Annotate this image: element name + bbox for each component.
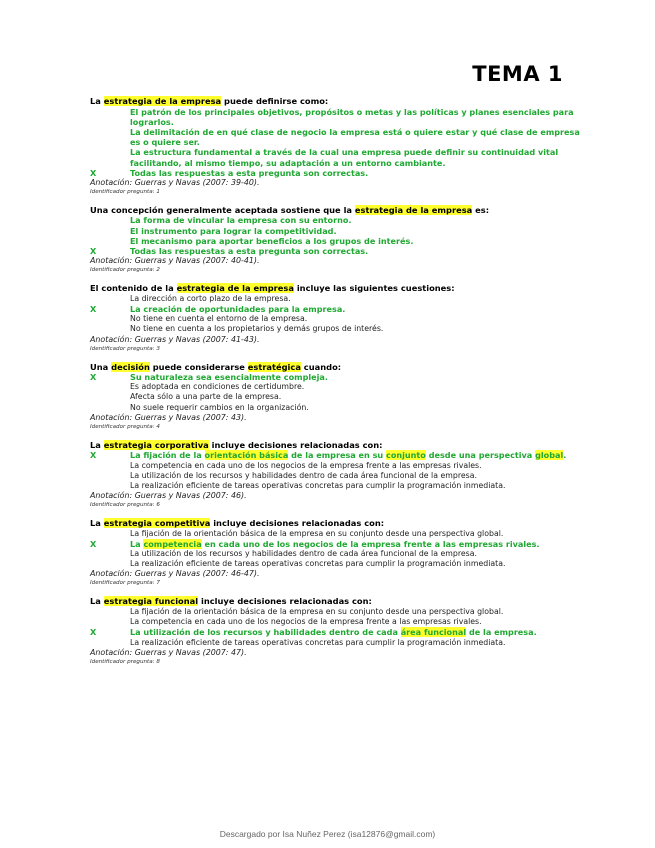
answer-option bbox=[90, 481, 580, 491]
stem-text: incluye decisiones relacionadas con: bbox=[210, 518, 385, 529]
question-block bbox=[90, 518, 580, 587]
correct-answer-option bbox=[90, 539, 580, 549]
annotation-label: Anotación: bbox=[90, 647, 135, 657]
correct-answer-option bbox=[90, 246, 580, 256]
highlighted-term: decisión bbox=[111, 361, 150, 372]
option-text: No suele requerir cambios en la organización. bbox=[130, 402, 309, 412]
question-block bbox=[90, 440, 580, 509]
identifier-label: Identificador pregunta: bbox=[90, 267, 157, 274]
option-text: La utilización de los recursos y habilidades dentro de cada bbox=[130, 627, 401, 638]
annotation-source: Guerras y Navas (2007: 46). bbox=[134, 491, 247, 501]
question-identifier bbox=[90, 579, 580, 587]
option-text: La realización eficiente de tareas operativas concretas para cumplir la programación inmediata. bbox=[130, 559, 506, 569]
option-text: en cada uno de los negocios de la empresa frente a las empresas rivales. bbox=[201, 538, 540, 549]
annotation bbox=[90, 491, 580, 501]
annotation bbox=[90, 648, 580, 658]
stem-text: La bbox=[90, 596, 104, 607]
highlighted-term: estrategia de la empresa bbox=[103, 96, 222, 106]
correct-mark: X bbox=[90, 627, 97, 638]
correct-mark: X bbox=[90, 303, 97, 314]
stem-text: Una bbox=[90, 361, 112, 372]
annotation bbox=[90, 256, 580, 266]
stem-text: cuando: bbox=[300, 361, 342, 372]
option-text: Afecta sólo a una parte de la empresa. bbox=[130, 392, 282, 402]
stem-text: incluye decisiones relacionadas con: bbox=[208, 439, 383, 450]
highlighted-term: orientación básica bbox=[204, 450, 289, 461]
option-text: La fijación de la bbox=[130, 450, 205, 461]
option-text: Es adoptada en condiciones de certidumbre. bbox=[130, 382, 305, 392]
stem-text: incluye las siguientes cuestiones: bbox=[293, 283, 455, 294]
identifier-number: 1 bbox=[156, 188, 160, 195]
identifier-number: 4 bbox=[156, 423, 160, 430]
option-text: La realización eficiente de tareas operativas concretas para cumplir la programación inmediata. bbox=[130, 480, 506, 490]
option-text: No tiene en cuenta a los propietarios y demás grupos de interés. bbox=[130, 324, 384, 334]
question-identifier bbox=[90, 188, 580, 196]
answer-option bbox=[90, 324, 580, 334]
question-identifier bbox=[90, 501, 580, 509]
question-identifier bbox=[90, 266, 580, 274]
identifier-number: 2 bbox=[156, 267, 160, 274]
highlighted-term: global bbox=[535, 450, 564, 461]
highlighted-term: estrategia competitiva bbox=[103, 518, 211, 529]
identifier-label: Identificador pregunta: bbox=[90, 345, 157, 352]
highlighted-term: estrategia corporativa bbox=[103, 439, 209, 450]
identifier-label: Identificador pregunta: bbox=[90, 502, 157, 509]
answer-option bbox=[90, 461, 580, 471]
answer-option bbox=[90, 107, 580, 127]
answer-option bbox=[90, 147, 580, 167]
annotation bbox=[90, 178, 580, 188]
identifier-number: 7 bbox=[156, 580, 160, 587]
identifier-label: Identificador pregunta: bbox=[90, 580, 157, 587]
stem-text: La bbox=[90, 96, 104, 106]
answer-option bbox=[90, 529, 580, 539]
identifier-number: 6 bbox=[156, 502, 160, 509]
question-stem bbox=[90, 96, 580, 107]
option-text: No tiene en cuenta el entorno de la empresa. bbox=[130, 314, 308, 324]
option-text: La fijación de la orientación básica de la empresa en su conjunto desde una perspectiva global. bbox=[130, 528, 504, 538]
identifier-label: Identificador pregunta: bbox=[90, 658, 157, 665]
correct-mark: X bbox=[90, 372, 97, 383]
highlighted-term: estratégica bbox=[247, 361, 301, 372]
page-title: TEMA 1 bbox=[472, 62, 563, 86]
question-block bbox=[90, 283, 580, 352]
answer-option bbox=[90, 314, 580, 324]
question-stem bbox=[90, 440, 580, 451]
option-text: Su naturaleza sea esencialmente compleja. bbox=[130, 372, 328, 383]
highlighted-term: conjunto bbox=[386, 450, 426, 461]
question-stem bbox=[90, 283, 580, 294]
annotation bbox=[90, 413, 580, 423]
identifier-number: 3 bbox=[156, 345, 160, 352]
option-text: La utilización de los recursos y habilidades dentro de cada área funcional de la empresa. bbox=[130, 549, 477, 559]
answer-option bbox=[90, 392, 580, 402]
answer-option bbox=[90, 549, 580, 559]
correct-answer-option bbox=[90, 168, 580, 178]
option-text: La dirección a corto plazo de la empresa. bbox=[130, 293, 291, 303]
correct-mark: X bbox=[90, 450, 97, 461]
answer-option bbox=[90, 226, 580, 236]
highlighted-term: competencia bbox=[143, 538, 202, 549]
download-footer: Descargado por Isa Nuñez Perez (isa12876@gmail.com) bbox=[219, 829, 436, 839]
option-text: de la empresa. bbox=[466, 627, 537, 638]
answer-option bbox=[90, 382, 580, 392]
annotation-source: Guerras y Navas (2007: 46-47). bbox=[134, 569, 260, 579]
correct-mark: X bbox=[90, 246, 97, 257]
annotation-source: Guerras y Navas (2007: 40-41). bbox=[134, 256, 260, 266]
option-text: La competencia en cada uno de los negocios de la empresa frente a las empresas rivales. bbox=[130, 617, 482, 627]
stem-text: La bbox=[90, 439, 104, 450]
identifier-number: 8 bbox=[156, 658, 160, 665]
option-text: . bbox=[563, 450, 567, 461]
correct-answer-option bbox=[90, 304, 580, 314]
correct-mark: X bbox=[90, 538, 97, 549]
answer-option bbox=[90, 236, 580, 246]
option-text: La competencia en cada uno de los negocios de la empresa frente a las empresas rivales. bbox=[130, 460, 482, 470]
question-block bbox=[90, 596, 580, 665]
option-text: La estructura fundamental a través de la cual una empresa puede definir su continuidad vital facilitando, al mismo tiempo, su adaptación a un entorno cambiante. bbox=[130, 147, 559, 168]
answer-option bbox=[90, 638, 580, 648]
question-list bbox=[90, 96, 580, 675]
question-block bbox=[90, 362, 580, 431]
annotation-source: Guerras y Navas (2007: 47). bbox=[134, 647, 247, 657]
correct-answer-option bbox=[90, 627, 580, 637]
annotation-source: Guerras y Navas (2007: 43). bbox=[134, 412, 247, 422]
option-text: El instrumento para lograr la competitividad. bbox=[130, 225, 337, 236]
answer-option bbox=[90, 617, 580, 627]
highlighted-term: área funcional bbox=[400, 627, 467, 638]
option-text: La fijación de la orientación básica de la empresa en su conjunto desde una perspectiva global. bbox=[130, 606, 504, 616]
answer-option bbox=[90, 471, 580, 481]
stem-text: Una concepción generalmente aceptada sostiene que la bbox=[90, 204, 355, 215]
answer-option bbox=[90, 403, 580, 413]
option-text: de la empresa en su bbox=[288, 450, 387, 461]
annotation-source: Guerras y Navas (2007: 39-40). bbox=[134, 177, 260, 187]
answer-option bbox=[90, 215, 580, 225]
option-text: La forma de vincular la empresa con su entorno. bbox=[130, 215, 352, 226]
stem-text: El contenido de la bbox=[90, 283, 177, 294]
option-text: La bbox=[130, 538, 144, 549]
correct-answer-option bbox=[90, 372, 580, 382]
option-text: La realización eficiente de tareas operativas concretas para cumplir la programación inmediata. bbox=[130, 637, 506, 647]
identifier-label: Identificador pregunta: bbox=[90, 188, 157, 195]
correct-answer-option bbox=[90, 450, 580, 460]
annotation-label: Anotación: bbox=[90, 491, 135, 501]
stem-text: puede considerarse bbox=[149, 361, 248, 372]
answer-option bbox=[90, 294, 580, 304]
option-text: Todas las respuestas a esta pregunta son correctas. bbox=[130, 246, 369, 257]
annotation-label: Anotación: bbox=[90, 412, 135, 422]
annotation-label: Anotación: bbox=[90, 334, 135, 344]
highlighted-term: estrategia funcional bbox=[103, 596, 199, 607]
annotation-label: Anotación: bbox=[90, 177, 135, 187]
question-stem bbox=[90, 205, 580, 216]
question-stem bbox=[90, 362, 580, 373]
option-text: La utilización de los recursos y habilidades dentro de cada área funcional de la empresa. bbox=[130, 470, 477, 480]
stem-text: es: bbox=[472, 204, 490, 215]
answer-option bbox=[90, 607, 580, 617]
question-stem bbox=[90, 596, 580, 607]
annotation bbox=[90, 335, 580, 345]
question-block bbox=[90, 205, 580, 274]
stem-text: La bbox=[90, 518, 104, 529]
option-text: El mecanismo para aportar beneficios a los grupos de interés. bbox=[130, 235, 414, 246]
annotation bbox=[90, 569, 580, 579]
question-identifier bbox=[90, 345, 580, 353]
stem-text: puede definirse como: bbox=[221, 96, 329, 106]
highlighted-term: estrategia de la empresa bbox=[176, 283, 294, 294]
question-stem bbox=[90, 518, 580, 529]
question-identifier bbox=[90, 423, 580, 431]
annotation-source: Guerras y Navas (2007: 41-43). bbox=[134, 334, 260, 344]
correct-mark: X bbox=[90, 167, 97, 178]
question-identifier bbox=[90, 658, 580, 666]
identifier-label: Identificador pregunta: bbox=[90, 423, 157, 430]
highlighted-term: estrategia de la empresa bbox=[354, 204, 473, 215]
option-text: La delimitación de en qué clase de negocio la empresa está o quiere estar y qué clase de empresa es o quiere ser. bbox=[130, 126, 580, 148]
annotation-label: Anotación: bbox=[90, 256, 135, 266]
option-text: El patrón de los principales objetivos, propósitos o metas y las políticas y planes esenciales para lograrlos. bbox=[130, 106, 574, 127]
question-block bbox=[90, 96, 580, 196]
option-text: desde una perspectiva bbox=[425, 450, 536, 461]
annotation-label: Anotación: bbox=[90, 569, 135, 579]
answer-option bbox=[90, 127, 580, 147]
option-text: Todas las respuestas a esta pregunta son correctas. bbox=[130, 167, 369, 178]
answer-option bbox=[90, 559, 580, 569]
stem-text: incluye decisiones relacionadas con: bbox=[198, 596, 372, 607]
option-text: La creación de oportunidades para la empresa. bbox=[130, 303, 346, 314]
